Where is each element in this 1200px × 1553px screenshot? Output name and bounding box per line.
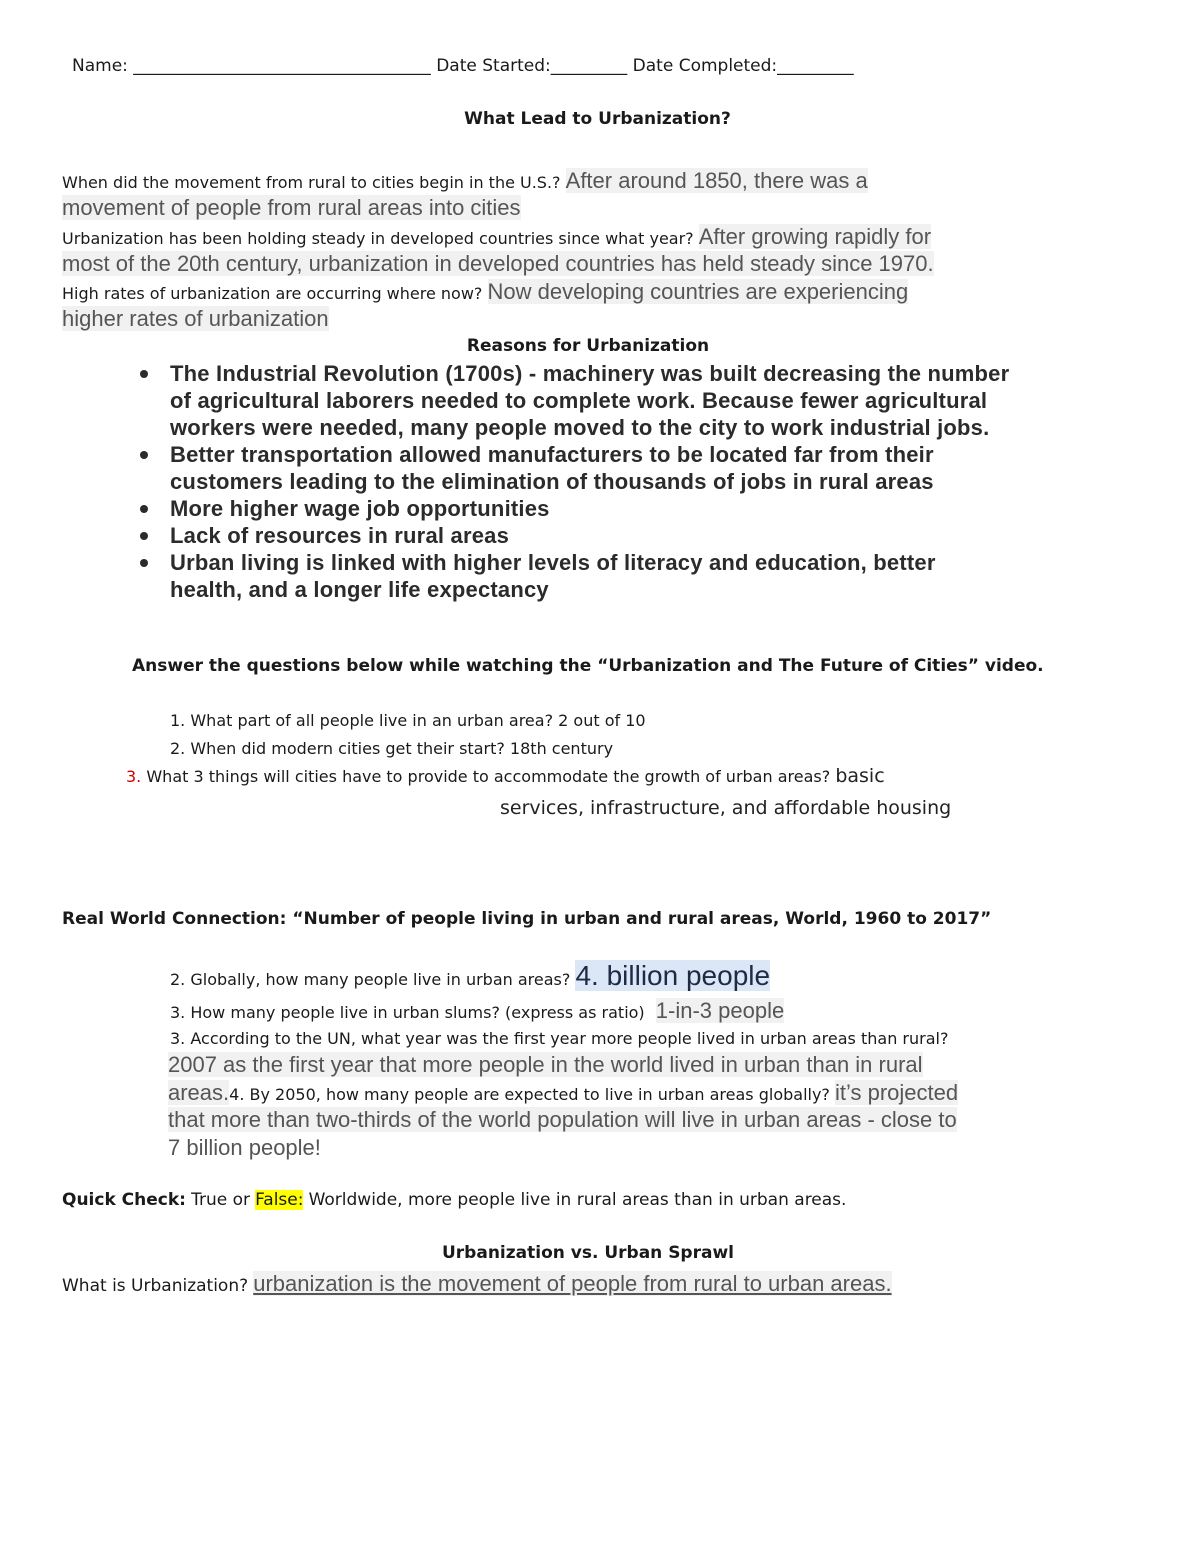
quick-check-label: Quick Check:: [62, 1190, 186, 1210]
question-number: 3.: [170, 1003, 186, 1022]
list-item-text: The Industrial Revolution (1700s) - machinery was built decreasing the number of agricultural laborers needed to complete work. Because fewer agricultural workers were needed, many people moved to the city to work industrial jobs.: [170, 361, 1010, 440]
list-item-text: Better transportation allowed manufacturers to be located far from their customers leading to the elimination of thousands of jobs in rural areas: [170, 442, 934, 494]
page-title: [0, 109, 1200, 129]
answer-text: it’s projected: [835, 1080, 959, 1105]
date-completed-label[interactable]: Date Completed:_________: [632, 56, 854, 76]
question-text: According to the UN, what year was the first year more people lived in urban areas than rural?: [190, 1029, 949, 1048]
list-item-text: Urban living is linked with higher levels of literacy and education, better health, and a longer life expectancy: [170, 550, 936, 602]
question-number: 3.: [170, 1029, 186, 1048]
real-world-q-slums: [170, 998, 784, 1024]
question-text: When did the movement from rural to cities begin in the U.S.?: [62, 173, 561, 192]
intro-qa-3: [62, 279, 908, 305]
answer-text: 2007 as the first year that more people in the world lived in urban than in rural: [168, 1052, 923, 1077]
video-q3-answer-cont: services, infrastructure, and affordable housing: [500, 797, 952, 819]
date-started-label[interactable]: Date Started:_________: [436, 56, 628, 76]
real-world-heading: Real World Connection: “Number of people living in urban and rural areas, World, 1960 to 2017”: [62, 909, 992, 929]
bullet-icon: [140, 451, 148, 459]
list-item: [132, 549, 1012, 603]
intro-qa-1: [62, 168, 868, 194]
answer-text: that more than two-thirds of the world population will live in urban areas - close to: [168, 1107, 957, 1132]
question-text: High rates of urbanization are occurring where now?: [62, 284, 483, 303]
intro-qa-1-cont: [62, 195, 521, 221]
video-q3: [126, 765, 885, 787]
list-item: [132, 360, 1012, 441]
real-world-a-un: [168, 1052, 923, 1078]
intro-qa-2: [62, 224, 931, 250]
question-text: By 2050, how many people are expected to live in urban areas globally?: [249, 1085, 830, 1104]
quick-check-answer: False:: [255, 1190, 304, 1210]
bullet-icon: [140, 559, 148, 567]
sprawl-heading: Urbanization vs. Urban Sprawl: [441, 1243, 734, 1263]
video-q2: [170, 739, 613, 758]
question-number: 4.: [229, 1085, 245, 1104]
answer-text: urbanization is the movement of people from rural to urban areas.: [253, 1271, 892, 1296]
header-row: [72, 56, 854, 76]
question-number: 1.: [170, 711, 186, 730]
answer-text: 7 billion people!: [168, 1135, 321, 1160]
intro-qa-3-cont: [62, 306, 329, 332]
list-item-text: Lack of resources in rural areas: [170, 523, 510, 548]
real-world-a-2050-cont: [168, 1107, 957, 1133]
real-world-a-2050-cont2: [168, 1135, 321, 1161]
answer-text: Now developing countries are experiencing: [487, 279, 909, 304]
question-text: What part of all people live in an urban area? 2 out of 10: [190, 711, 646, 730]
answer-text: basic: [835, 765, 885, 787]
bullet-icon: [140, 532, 148, 540]
question-number: 3.: [126, 767, 142, 786]
answer-text: After around 1850, there was a: [565, 168, 868, 193]
list-item: [132, 441, 1012, 495]
list-item: [132, 522, 1012, 549]
quick-check-statement: Worldwide, more people live in rural areas than in urban areas.: [308, 1190, 847, 1210]
reasons-heading: Reasons for Urbanization: [466, 336, 710, 356]
real-world-q-2050: [168, 1080, 958, 1106]
quick-check-prefix: True or: [191, 1190, 250, 1210]
answer-text: areas.: [168, 1080, 230, 1105]
real-world-q-global: [170, 960, 770, 992]
video-instructions: Answer the questions below while watching the “Urbanization and The Future of Cities” video.: [132, 656, 1044, 676]
question-text: Urbanization has been holding steady in developed countries since what year?: [62, 229, 694, 248]
answer-text: most of the 20th century, urbanization in developed countries has held steady since 1970.: [62, 251, 934, 276]
bullet-icon: [140, 505, 148, 513]
real-world-q-un: [170, 1029, 948, 1048]
intro-qa-2-cont: [62, 251, 934, 277]
answer-text: 4. billion people: [575, 960, 771, 991]
answer-text: 1-in-3 people: [655, 998, 785, 1023]
list-item-text: More higher wage job opportunities: [170, 496, 550, 521]
question-number: 2.: [170, 739, 186, 758]
question-number: 2.: [170, 970, 186, 989]
video-q1: [170, 711, 646, 730]
question-text: What 3 things will cities have to provide to accommodate the growth of urban areas?: [146, 767, 831, 786]
question-text: How many people live in urban slums? (express as ratio): [190, 1003, 645, 1022]
page-title-text: What Lead to Urbanization?: [464, 109, 731, 129]
answer-text: higher rates of urbanization: [62, 306, 329, 331]
reasons-list: [132, 360, 1012, 603]
question-text: When did modern cities get their start? 18th century: [190, 739, 614, 758]
sprawl-qa: [62, 1271, 892, 1297]
quick-check: [62, 1190, 846, 1210]
answer-text: movement of people from rural areas into cities: [62, 195, 521, 220]
question-text: What is Urbanization?: [62, 1276, 249, 1296]
name-field-label[interactable]: Name: ___________________________________: [72, 56, 431, 76]
list-item: [132, 495, 1012, 522]
bullet-icon: [140, 370, 148, 378]
answer-text: After growing rapidly for: [698, 224, 932, 249]
question-text: Globally, how many people live in urban areas?: [190, 970, 571, 989]
